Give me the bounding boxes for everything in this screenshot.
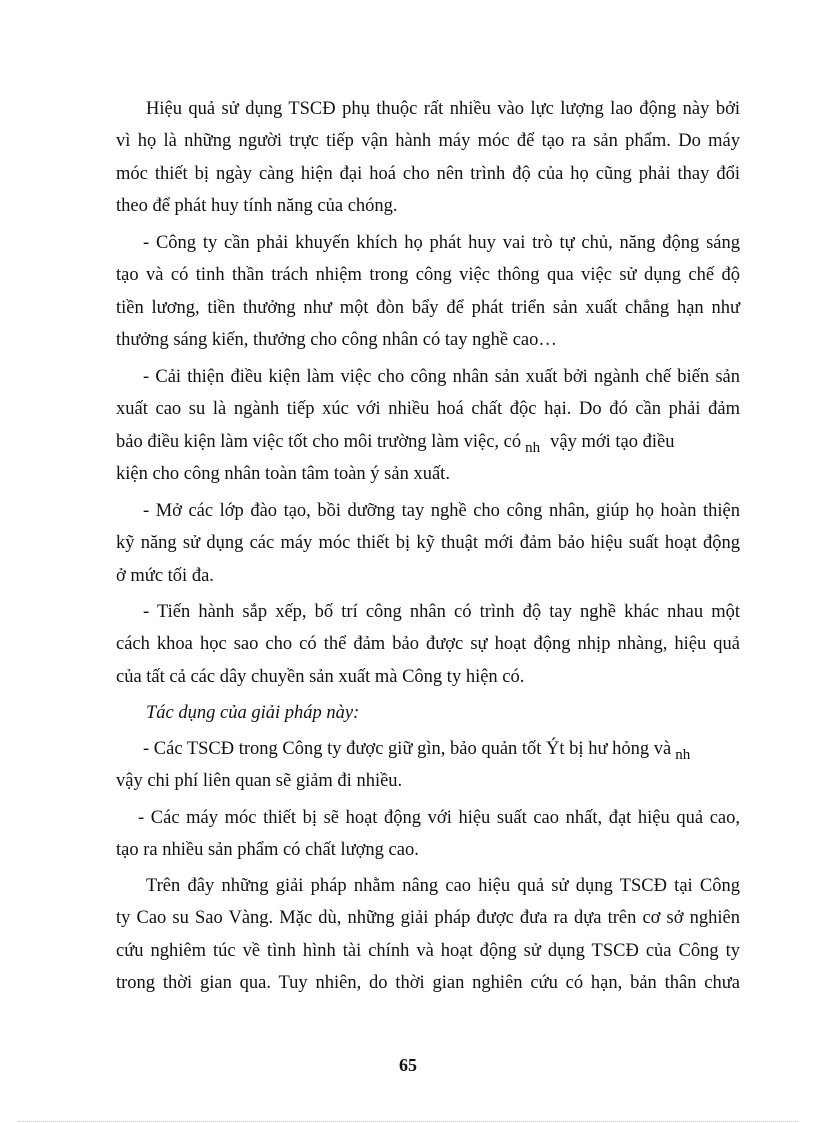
text-line: - Các máy móc thiết bị sẽ hoạt động với hiệu suất cao nhất, đạt hiệu quả cao, xyxy=(138,808,740,828)
page-bottom-divider xyxy=(18,1121,798,1122)
text-line: tạo ra nhiều sản phẩm có chất lượng cao. xyxy=(116,840,419,860)
text-line: của tất cả các dây chuyền sản xuất mà Công ty hiện có. xyxy=(116,667,525,687)
page-number: 65 xyxy=(399,1055,417,1075)
text-segment: - Các TSCĐ trong Công ty được giữ gìn, bảo quản tốt Ýt bị hư hỏng và xyxy=(143,739,672,759)
text-line: ở mức tối đa. xyxy=(116,566,214,586)
text-line: vậy chi phí liên quan sẽ giảm đi nhiều. xyxy=(116,771,403,791)
text-line: tiền lương, tiền thưởng như một đòn bẩy để phát triển sản xuất chẳng hạn như xyxy=(116,298,740,318)
text-line: Trên đây những giải pháp nhằm nâng cao hiệu quả sử dụng TSCĐ tại Công xyxy=(146,876,740,896)
text-line: theo để phát huy tính năng của chóng. xyxy=(116,196,398,216)
text-segment: vậy mới tạo điều xyxy=(550,432,675,452)
text-line xyxy=(116,429,740,455)
text-line: - Cải thiện điều kiện làm việc cho công nhân sản xuất bởi ngành chế biến sản xyxy=(143,367,740,387)
text-line: Hiệu quả sử dụng TSCĐ phụ thuộc rất nhiều vào lực lượng lao động này bởi xyxy=(146,99,740,119)
text-line: kỹ năng sử dụng các máy móc thiết bị kỹ thuật mới đảm bảo hiệu suất hoạt động xyxy=(116,533,740,553)
text-line: xuất cao su là ngành tiếp xúc với nhiều hoá chất độc hại. Do đó cần phải đảm xyxy=(116,399,740,419)
text-line: - Mở các lớp đào tạo, bồi dưỡng tay nghề cho công nhân, giúp họ hoàn thiện xyxy=(143,501,740,521)
text-line: ty Cao su Sao Vàng. Mặc dù, những giải pháp được đưa ra dựa trên cơ sở nghiên xyxy=(116,908,740,928)
text-line xyxy=(143,736,740,762)
subscript-text: nh xyxy=(675,747,691,763)
text-line: móc thiết bị ngày càng hiện đại hoá cho nên trình độ của họ cũng phải thay đổi xyxy=(116,164,740,184)
text-line: trong thời gian qua. Tuy nhiên, do thời gian nghiên cứu có hạn, bản thân chưa xyxy=(116,973,740,993)
text-line: cứu nghiêm túc về tình hình tài chính và hoạt động sử dụng TSCĐ của Công ty xyxy=(116,941,740,961)
text-line: kiện cho công nhân toàn tâm toàn ý sản xuất. xyxy=(116,464,450,484)
subscript-text: nh xyxy=(525,440,541,456)
text-segment: bảo điều kiện làm việc tốt cho môi trường làm việc, có xyxy=(116,432,522,452)
text-line: - Tiến hành sắp xếp, bố trí công nhân có trình độ tay nghề khác nhau một xyxy=(143,602,740,622)
text-line: cách khoa học sao cho có thể đảm bảo được sự hoạt động nhịp nhàng, hiệu quả xyxy=(116,634,740,654)
text-line: - Công ty cần phải khuyến khích họ phát huy vai trò tự chủ, năng động sáng xyxy=(143,233,740,253)
section-heading: Tác dụng của giải pháp này: xyxy=(146,703,360,723)
text-line: thưởng sáng kiến, thưởng cho công nhân có tay nghề cao… xyxy=(116,330,557,350)
text-line: tạo và có tinh thần trách nhiệm trong công việc thông qua việc sử dụng chế độ xyxy=(116,265,740,285)
text-line: vì họ là những người trực tiếp vận hành máy móc để tạo ra sản phẩm. Do máy xyxy=(116,131,740,151)
